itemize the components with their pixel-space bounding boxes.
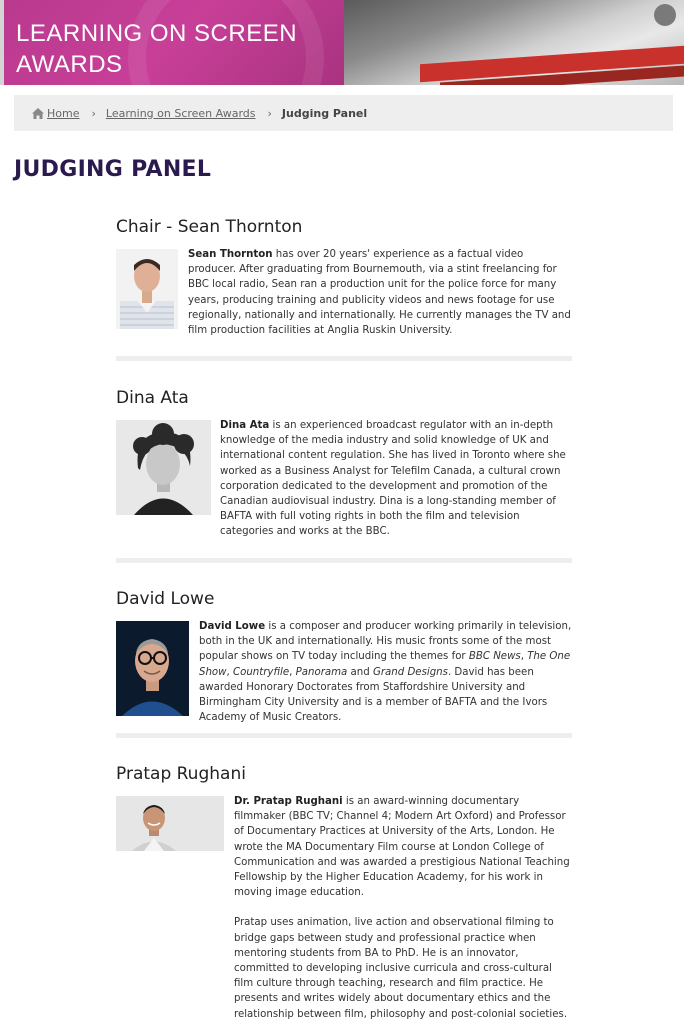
banner-title-line2: AWARDS [16, 51, 123, 78]
show-title: Grand Designs [372, 666, 448, 678]
breadcrumb [14, 95, 673, 131]
profile-photo [116, 249, 178, 329]
show-separator: and [347, 666, 373, 678]
profile-body [116, 418, 572, 540]
show-separator: , [289, 666, 296, 678]
profile-card [116, 217, 572, 338]
banner-title-line1: LEARNING ON SCREEN [16, 20, 298, 47]
show-title: Panorama [295, 666, 348, 678]
profile-photo [116, 420, 211, 515]
header-banner [0, 0, 684, 85]
section-divider [116, 558, 572, 563]
profile-bio-text: . David has been awarded Honorary Doctorates from Staffordshire University and Birmingham City University and is a member of BAFTA and the Ivors Academy of Music Creators. [199, 666, 548, 724]
breadcrumb-parent-link[interactable]: Learning on Screen Awards [105, 106, 256, 120]
breadcrumb-current: Judging Panel [281, 106, 368, 120]
banner-title[interactable] [16, 18, 336, 80]
profile-bio-text: is an experienced broadcast regulator with an in-depth knowledge of the media industry and solid knowledge of UK and international content regulation. She has lived in Toronto where she worked as a Business Analyst for Telefilm Canada, a cultural crown corporation dedicated to the development and promotion of the Canadian audiovisual industry. Dina is a long-standing member of BAFTA with full voting rights in both the film and television categories and works at the BBC. [220, 420, 566, 538]
profile-body [116, 619, 572, 725]
show-separator: , [226, 666, 233, 678]
profile-card [116, 764, 572, 1022]
banner-title-box [4, 0, 344, 85]
profile-bio [220, 418, 572, 540]
profile-body [116, 247, 572, 338]
profile-bio [199, 619, 572, 725]
profile-bio-paragraph: Pratap uses animation, live action and observational filming to bridge gaps between study and professional practice when mentoring students from BA to PhD. He is an innovator, committed to developing inclusive curricula and cross-cultural film culture through teaching, research and film practice. He presents and writes widely about documentary ethics and the relationship between film, philosophy and post-colonial societies. [234, 917, 568, 1020]
home-icon [32, 108, 44, 119]
show-title: Countryfile [232, 666, 290, 678]
profile-bio-name: Dr. Pratap Rughani [234, 796, 343, 807]
profile-bio-name: Dina Ata [220, 420, 270, 431]
section-divider [116, 733, 572, 738]
section-divider [116, 356, 572, 361]
show-title: BBC News [468, 651, 521, 663]
profile-bio-name: Sean Thornton [188, 249, 273, 260]
profile-heading: Dina Ata [116, 388, 189, 408]
profile-bio-name: David Lowe [199, 621, 266, 632]
profile-heading: Chair - Sean Thornton [116, 217, 303, 237]
profile-heading: David Lowe [116, 589, 215, 609]
chevron-right-icon: › [267, 106, 272, 120]
show-separator: , [520, 651, 528, 663]
profile-body [116, 794, 572, 1022]
show-title: The One Show [199, 651, 571, 678]
breadcrumb-home-link[interactable]: Home [47, 106, 80, 120]
profile-bio [234, 794, 572, 1022]
page-title: JUDGING PANEL [14, 157, 212, 182]
profile-bio-text: is a composer and producer working primarily in television, both in the UK and internationally. His music fronts some of the most popular shows on TV today including the themes for [199, 621, 572, 663]
profile-photo [116, 621, 189, 716]
profile-heading: Pratap Rughani [116, 764, 246, 784]
chevron-right-icon: › [91, 106, 96, 120]
profile-card [116, 388, 572, 540]
profile-bio-text: is an award-winning documentary filmmaker (BBC TV; Channel 4; Modern Art Oxford) and Professor of Documentary Practices at University of the Arts, London. He wrote the MA Documentary Film course at London College of Communication and was awarded a prestigious National Teaching Fellowship by the Higher Education Academy, for his work in moving image education. [234, 796, 570, 899]
banner-photo-detail [654, 4, 676, 26]
profile-bio [188, 247, 572, 338]
profile-bio-text: has over 20 years' experience as a factual video producer. After graduating from Bournemouth, via a stint freelancing for BBC local radio, Sean ran a production unit for the police force for many years, producing training and publicity videos and news footage for use regionally, nationally and internationally. He currently manages the TV and film production facilities at Anglia Ruskin University. [188, 249, 571, 337]
profile-card [116, 589, 572, 725]
profile-photo [116, 796, 224, 851]
